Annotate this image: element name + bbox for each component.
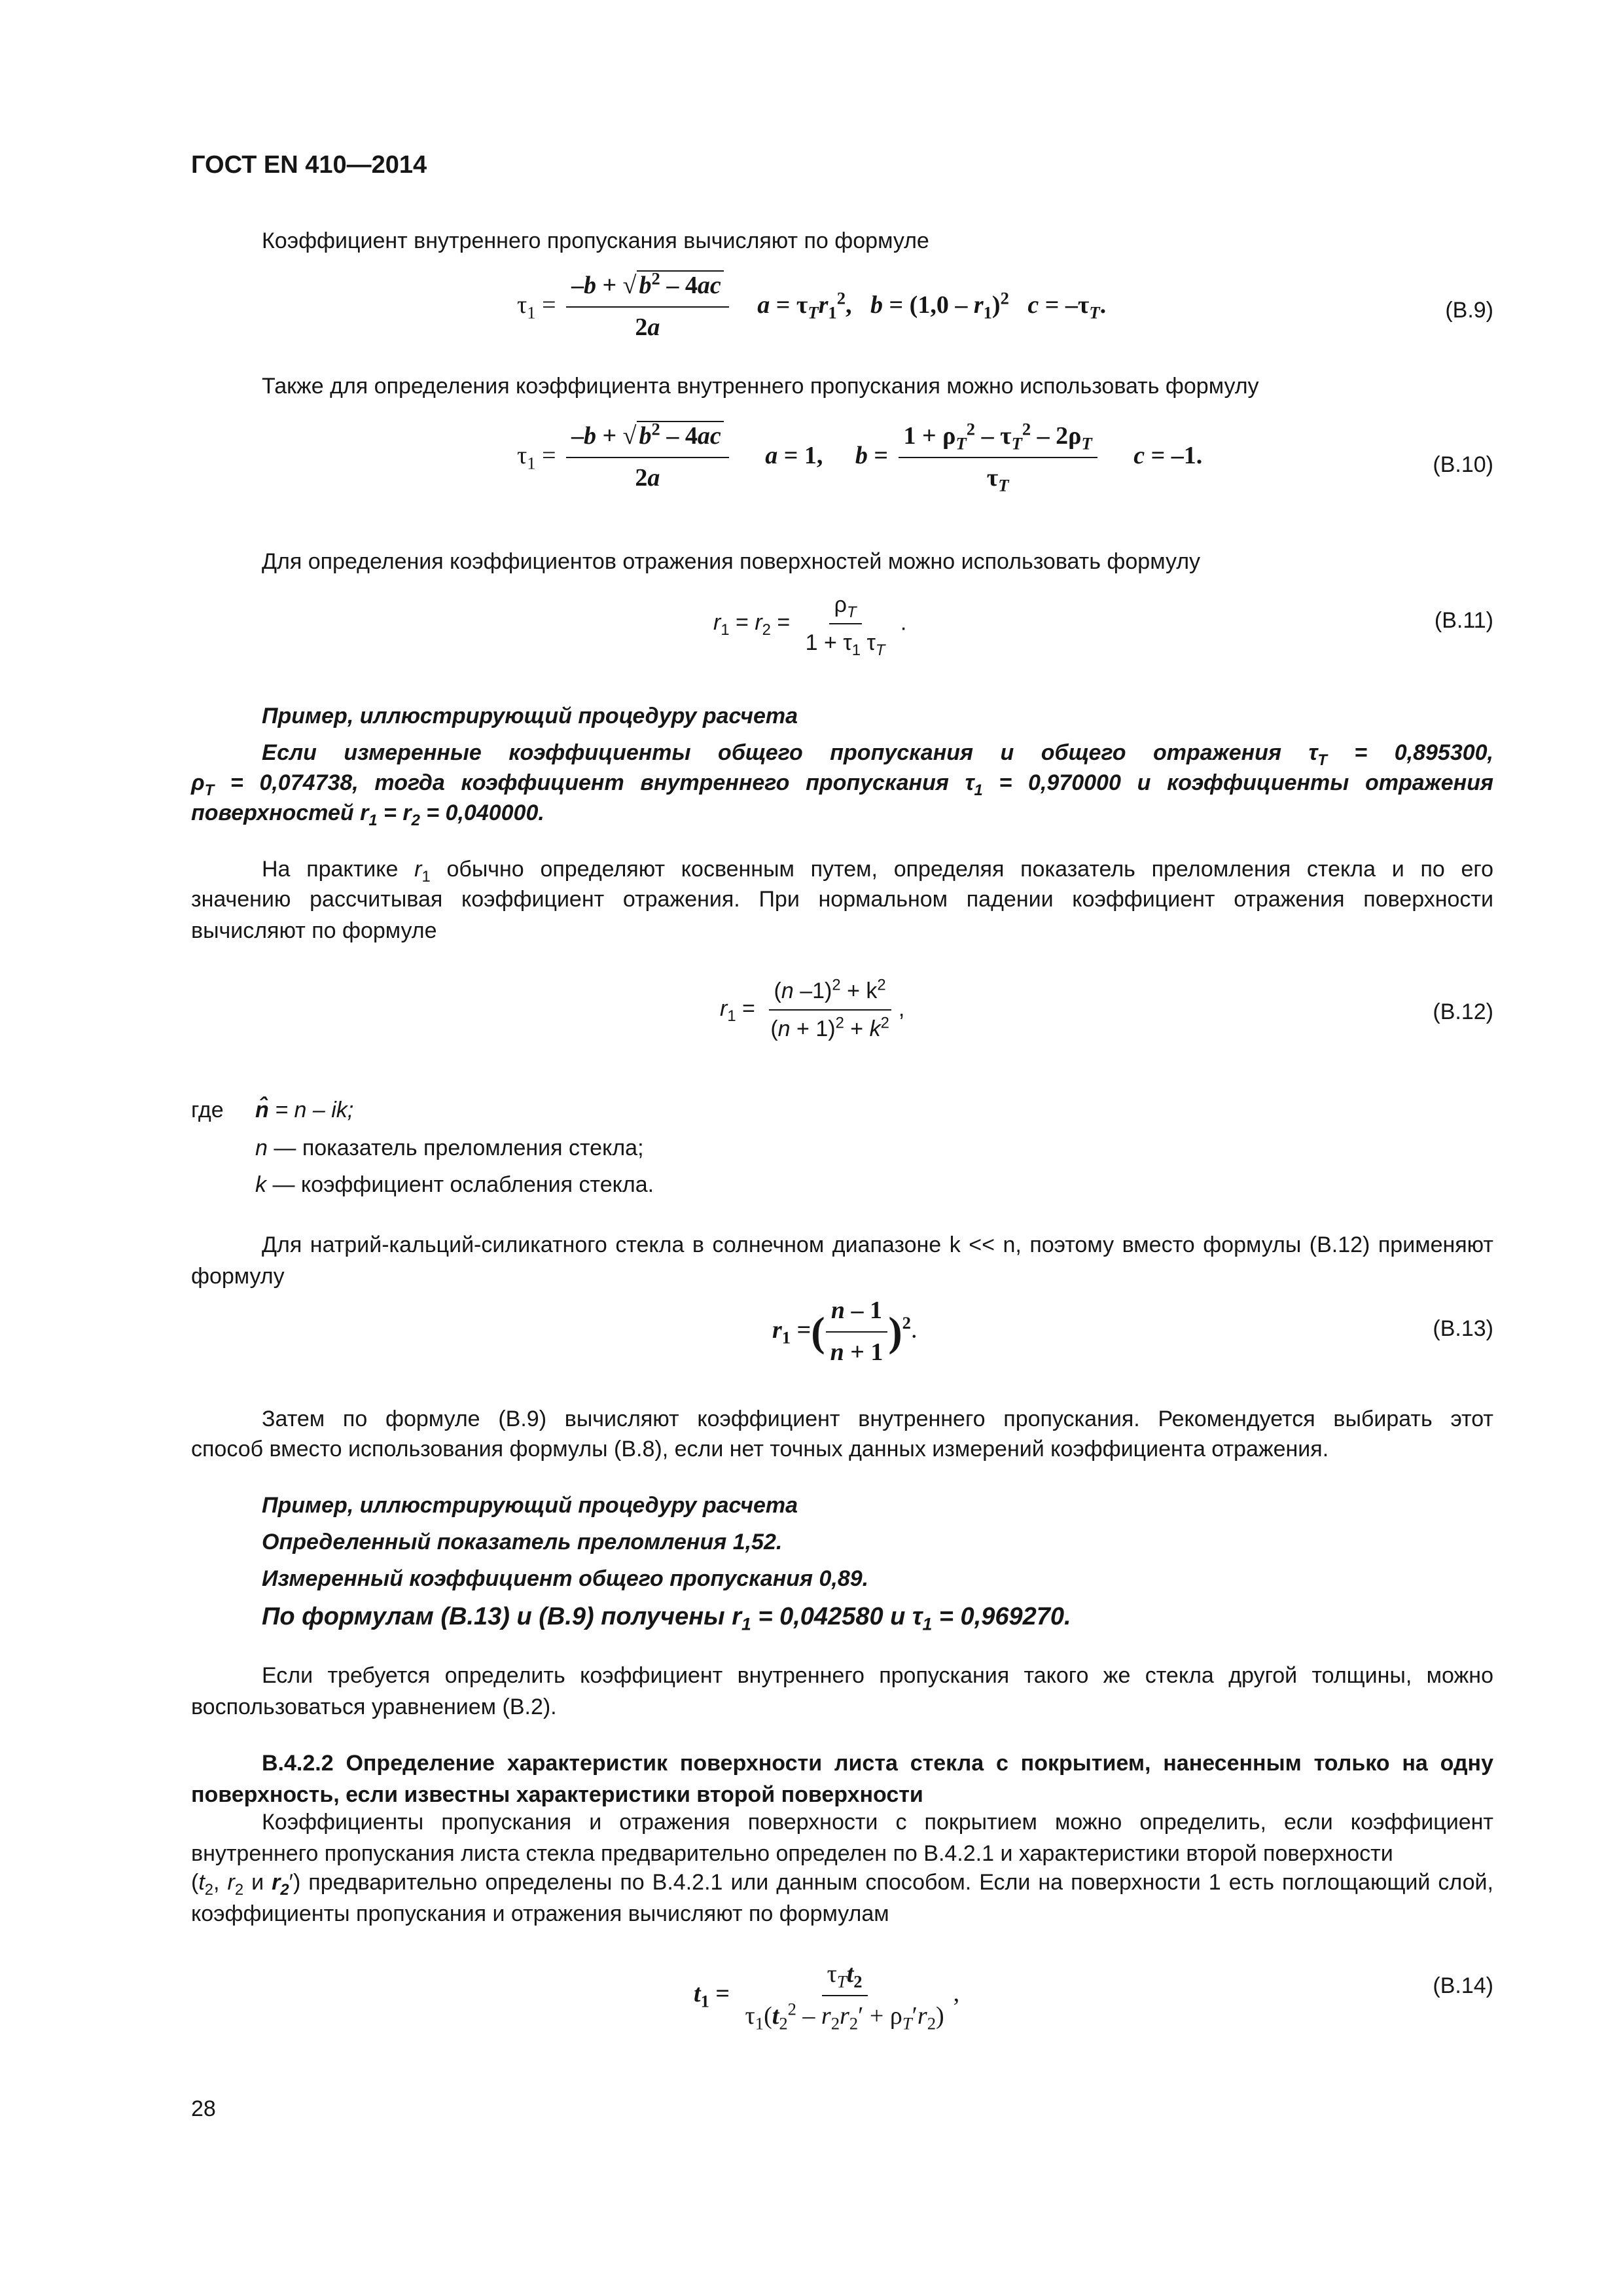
document-header: ГОСТ EN 410—2014 (191, 151, 427, 179)
example-1-text-b: = 0,895300, (1327, 740, 1493, 765)
paragraph-3: Для определения коэффициентов отражения поверхностей можно использовать формулу (262, 549, 1201, 574)
eq-number-b13: (В.13) (1433, 1316, 1493, 1341)
example-1-line-1: Если измеренные коэффициенты общего пропускания и общего отражения $\tau_T = 0,895300$, (262, 740, 1493, 769)
eq-number-b11: (В.11) (1434, 608, 1493, 633)
paragraph-4-text-a: На практике (262, 857, 415, 882)
example-1-text-e: поверхностей (191, 800, 361, 825)
section-body-2: ($t_2$, $r_2$ и $r_2'$) предварительно определены по В.4.2.1 или данным способом. Если на поверхности 1 есть поглощающий слой, коэффициенты пропускания и отражения вычисляют по формулам (191, 1870, 1493, 1927)
section-body-1: Коэффициенты пропускания и отражения поверхности с покрытием можно определить, если коэффициент внутреннего пропускания листа стекла предварительно определен по В.4.2.1 и характеристики второй поверхности (191, 1810, 1493, 1867)
example-1-title: Пример, иллюстрирующий процедуру расчета (262, 704, 798, 728)
formula-b9: $\tau_1$ = $\frac{-b + √ b^2 - 4ac}{2a}$ $a = \tau_Tr_1^2$, $b = (1,0 - r_1)^2$ $c = -\tau_T$. (517, 268, 1107, 341)
paragraph-7-line-2: способ вместо использования формулы (В.8), если нет точных данных измерений коэффициента отражения. (191, 1437, 1329, 1462)
example-2-text-c: = 0,969270. (932, 1603, 1071, 1630)
paragraph-6: Для натрий-кальций-силикатного стекла в солнечном диапазоне k << n, поэтому вместо формулы (В.12) применяют формулу (191, 1232, 1493, 1289)
example-1-line-2: $\rho_T = 0,074738$, тогда коэффициент внутреннего пропускания $\tau_1 = 0,970000$ и коэффициенты отражения (191, 770, 1493, 799)
where-def-k: k — коэффициент ослабления стекла. (255, 1172, 654, 1197)
example-1-text-d: = 0,970000 и коэффициенты отражения (982, 770, 1493, 795)
paragraph-4-line-1: На практике $r_1$ обычно определяют косвенным путем, определяя показатель преломления стекла и по его (262, 857, 1493, 886)
example-2-line-2: Измеренный коэффициент общего пропускания 0,89. (262, 1566, 869, 1591)
eq-number-b12: (В.12) (1433, 999, 1493, 1024)
where-def-n: n — показатель преломления стекла; (255, 1136, 644, 1160)
example-2-text-a: По формулам (В.13) и (В.9) получены (262, 1603, 732, 1630)
where-label: где (191, 1098, 224, 1122)
where-def-0: n̂ = n – ik; (255, 1098, 354, 1122)
example-1-text-a: Если измеренные коэффициенты общего пропускания и общего отражения (262, 740, 1309, 765)
eq-number-b14: (В.14) (1433, 1973, 1493, 1998)
paragraph-7-line-1: Затем по формуле (В.9) вычисляют коэффициент внутреннего пропускания. Рекомендуется выбирать этот (262, 1407, 1493, 1431)
where-def-n-text: — показатель преломления стекла; (274, 1136, 644, 1160)
formula-b14: $t_1$ = $\frac{\tau_Tt_2}{\tau_1(t_2^2 - r_2r_2' + \rho_T'r_2)}$ , (694, 1957, 959, 2034)
formula-b13: $r_1$ =( $\frac{n - 1}{n + 1}$ )$^2$. (772, 1293, 917, 1371)
paragraph-1: Коэффициент внутреннего пропускания вычисляют по формуле (262, 228, 929, 253)
example-2-text-b: = 0,042580 и (751, 1603, 912, 1630)
where-def-k-text: — коэффициент ослабления стекла. (272, 1172, 654, 1197)
page-number: 28 (191, 2096, 216, 2121)
example-1-text-f: = 0,040000. (419, 800, 544, 825)
paragraph-8: Если требуется определить коэффициент внутреннего пропускания такого же стекла другой толщины, можно воспользоваться уравнением (В.2). (191, 1663, 1493, 1720)
paragraph-4-text-b: обычно определяют косвенным путем, определяя показатель преломления стекла и по его (430, 857, 1493, 882)
example-1-line-3: поверхностей $r_1 = r_2 = 0,040000$. (191, 800, 544, 829)
paragraph-2: Также для определения коэффициента внутреннего пропускания можно использовать формулу (262, 374, 1259, 399)
section-heading: В.4.2.2 Определение характеристик поверхности листа стекла с покрытием, нанесенным только на одну поверхность, если известны характеристики второй поверхности (191, 1751, 1493, 1808)
paragraph-4-line-2: значению рассчитывая коэффициент отражения. При нормальном падении коэффициент отражения поверхности вычисляют по формуле (191, 887, 1493, 944)
formula-b10: $\tau_1$ = $\frac{-b + √ b^2 - 4ac}{2a}$ a = 1, b = $\frac{1 + \rho_T^2 - \tau_T^2 - 2\rho_T}{\tau_T}$ c = –1. (517, 419, 1203, 495)
where-def-0-text: = n – ik; (275, 1098, 354, 1122)
eq-number-b10: (В.10) (1433, 452, 1493, 477)
formula-b12: $r_1$ = $\frac{(n -1)^2 + k^2}{(n + 1)^2 + k^2}$ , (720, 976, 905, 1042)
section-body-2-text: ) предварительно определены по В.4.2.1 или данным способом. Если на поверхности 1 есть поглощающий слой, коэффициенты пропускания и отражения вычисляют по формулам (191, 1870, 1493, 1927)
eq-number-b9: (В.9) (1445, 298, 1493, 323)
example-2-line-3: По формулам (В.13) и (В.9) получены $r_1 = 0,042580$ и $\tau_1 = 0,969270$. (262, 1603, 1071, 1634)
example-1-text-c: = 0,074738, тогда коэффициент внутреннего пропускания (214, 770, 965, 795)
example-2-line-1: Определенный показатель преломления 1,52. (262, 1530, 783, 1554)
formula-b11: $r_1 = r_2$ = $\frac{\rho_T}{1 + \tau_1 \tau_T}$ . (713, 589, 906, 659)
example-2-title: Пример, иллюстрирующий процедуру расчета (262, 1493, 798, 1518)
